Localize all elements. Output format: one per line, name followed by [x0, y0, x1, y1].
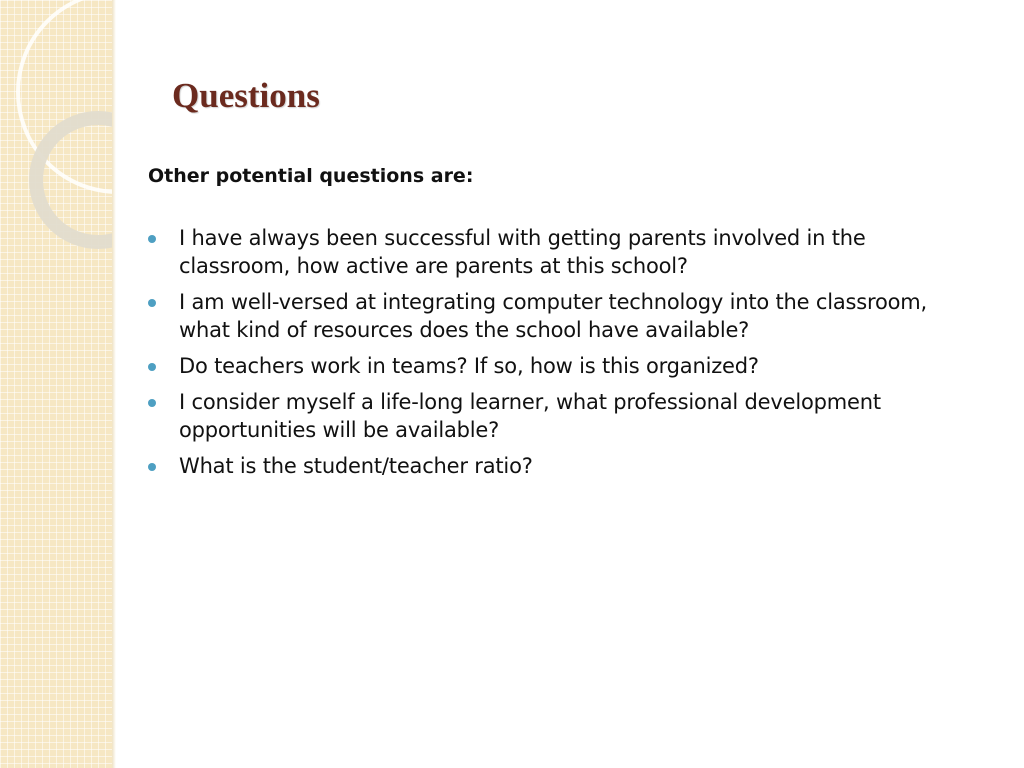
decorative-side-band: [0, 0, 112, 768]
bullet-item: [148, 288, 948, 344]
bullet-dot-icon: [148, 235, 156, 243]
bullet-text: I am well-versed at integrating computer technology into the classroom, what kind of resources does the school have available?: [179, 290, 927, 342]
bullet-item: [148, 352, 948, 380]
bullet-dot-icon: [148, 363, 156, 371]
bullet-dot-icon: [148, 463, 156, 471]
bullet-text: I have always been successful with getting parents involved in the classroom, how active are parents at this school?: [179, 226, 866, 278]
bullet-item: [148, 388, 948, 444]
slide-title: Questions: [172, 76, 320, 115]
bullet-list: [148, 224, 948, 488]
bullet-text: Do teachers work in teams? If so, how is this organized?: [179, 354, 759, 378]
bullet-item: [148, 452, 948, 480]
decorative-rings-icon: [0, 0, 112, 260]
bullet-text: What is the student/teacher ratio?: [179, 454, 533, 478]
bullet-text: I consider myself a life-long learner, what professional development opportunities will be available?: [179, 390, 881, 442]
bullet-dot-icon: [148, 399, 156, 407]
band-edge: [112, 0, 116, 768]
bullet-item: [148, 224, 948, 280]
subheading: Other potential questions are:: [148, 165, 474, 187]
bullet-dot-icon: [148, 299, 156, 307]
